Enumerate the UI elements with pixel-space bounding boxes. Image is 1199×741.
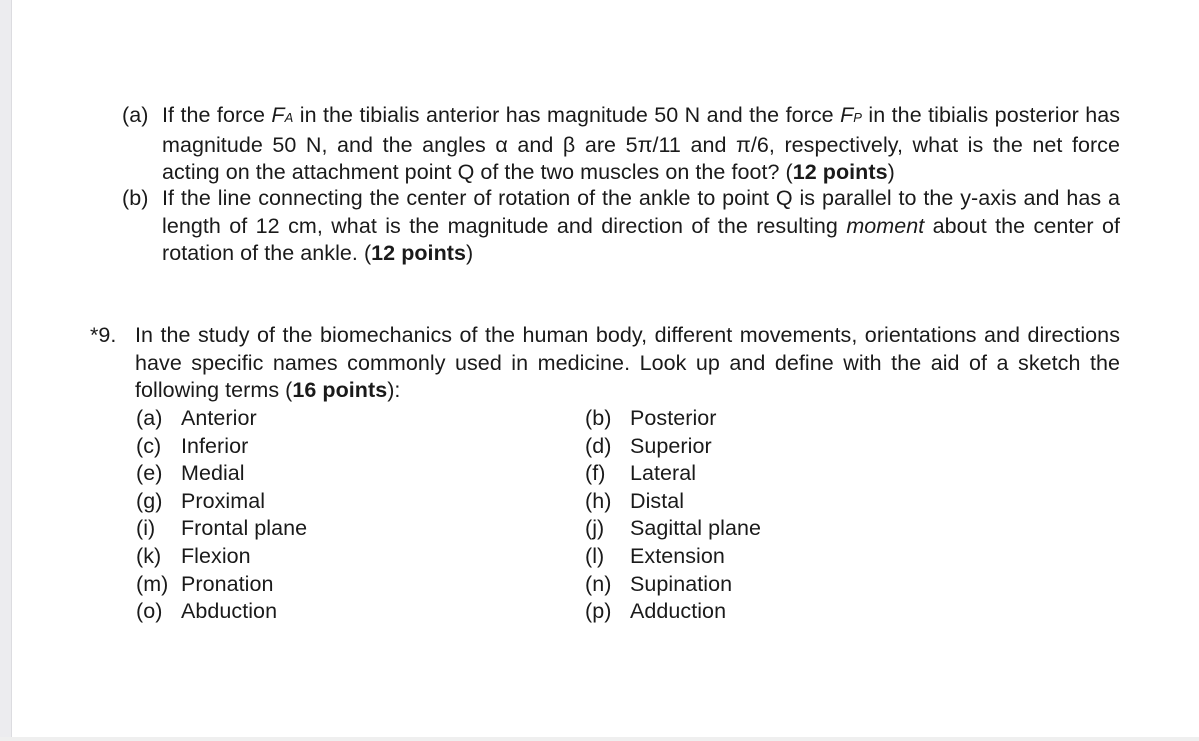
term-name: Anterior [181,406,257,430]
question-9-number: *9. [90,323,117,347]
term-name: Supination [630,571,733,596]
document-page [12,0,1199,737]
term-name: Flexion [181,544,251,568]
force-fp-symbol: F [840,103,854,127]
part-a-label: (a) [122,103,149,127]
part-b-text: If the line connecting the center of rotation of the ankle to point Q is parallel to the y-axis and has a length of 12 cm, what is the magnitude and direction of the resulting moment about the center of rotation of the ankle. (12 points) [162,186,1120,266]
force-fa-symbol: F [271,103,285,127]
question-9-stem: In the study of the biomechanics of the human body, different movements, orientations and directions have specific names commonly used in medicine. Look up and define with the aid of a sketch the following terms (16 points): [135,323,1120,403]
viewer-bottom-edge [0,737,1199,741]
term-label: (j) [585,516,605,541]
term-label: (g) [136,488,163,513]
question-9-points: 16 points [292,378,388,403]
term-label: (o) [136,599,163,624]
term-label: (l) [585,544,605,568]
term-label: (a) [136,406,163,430]
part-b-label: (b) [122,186,149,210]
term-label: (p) [585,599,612,624]
term-label: (h) [585,488,612,513]
part-a-text: If the force FA in the tibialis anterior has magnitude 50 N and the force FP in the tibialis posterior has magnitude 50 N, and the angles α and β are 5π/11 and π/6, respectively, what is the net force acting on the attachment point Q of the two muscles on the foot? (12 points) [162,103,1121,185]
term-label: (m) [136,571,169,596]
term-name: Inferior [181,433,249,458]
term-label: (c) [136,433,162,458]
term-label: (d) [585,433,612,458]
term-name: Abduction [181,599,278,624]
term-name: Pronation [181,571,274,596]
term-name: Extension [630,544,725,568]
term-label: (e) [136,461,163,486]
term-name: Proximal [181,488,266,513]
term-name: Superior [630,433,712,458]
term-name: Sagittal plane [630,516,761,541]
term-name: Medial [181,461,245,486]
term-label: (n) [585,571,612,596]
viewer-left-edge [0,0,12,741]
term-name: Frontal plane [181,516,308,541]
term-label: (f) [585,461,606,486]
part-b-points: 12 points [371,241,466,266]
term-label: (i) [136,516,156,541]
term-name: Adduction [630,599,727,624]
term-name: Lateral [630,461,697,486]
part-a-points: 12 points [792,160,888,185]
term-name: Posterior [630,406,717,430]
term-label: (b) [585,406,612,430]
term-name: Distal [630,488,685,513]
term-label: (k) [136,544,162,568]
moment-emphasis: moment [846,213,925,238]
